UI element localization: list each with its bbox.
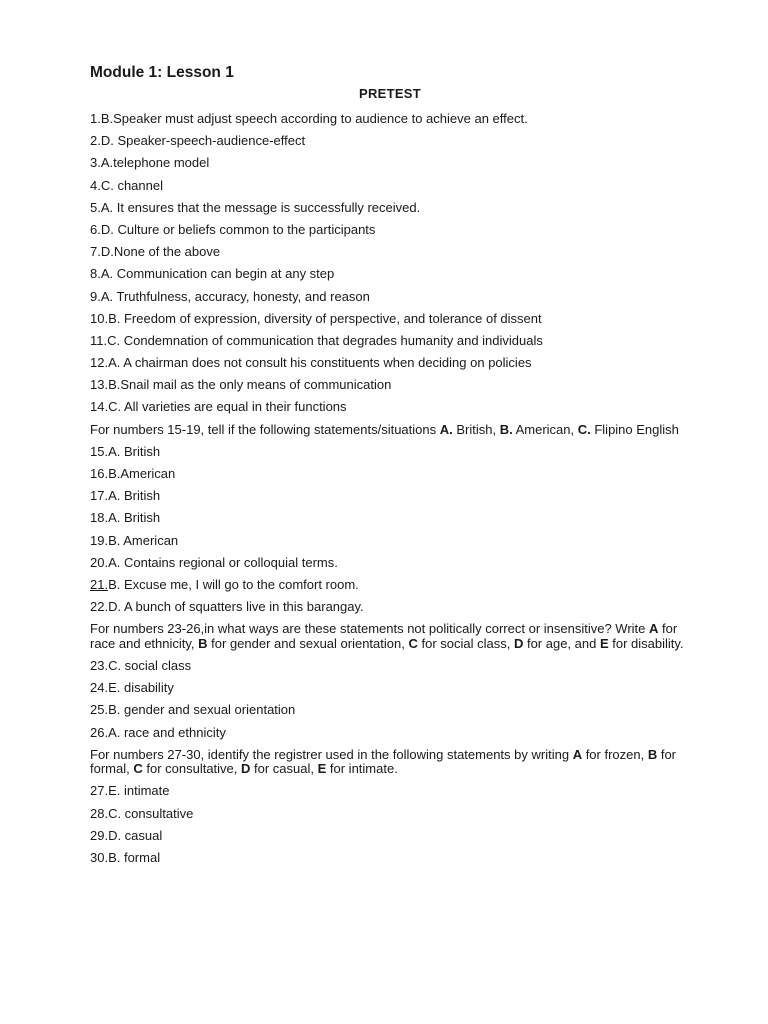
instruction-text: for frozen, (582, 746, 648, 762)
section-subtitle: PRETEST (358, 86, 422, 101)
answers-15-20 (90, 441, 690, 619)
answer-line: 30.B. formal (90, 849, 161, 865)
answer-line: 12.A. A chairman does not consult his constituents when deciding on policies (90, 355, 532, 371)
option-key-b: B (647, 746, 658, 762)
instruction-text: for formal, (90, 746, 677, 777)
answer-line: 23.C. social class (90, 658, 192, 674)
answer-text: B. Excuse me, I will go to the comfort room. (108, 577, 359, 593)
answer-number: 21. (90, 577, 109, 593)
answer-line: 17.A. British (90, 488, 161, 504)
answer-line: 4.C. channel (90, 177, 163, 193)
answer-line: 6.D. Culture or beliefs common to the participants (90, 221, 376, 237)
answer-line: 29.D. casual (90, 827, 163, 843)
option-key-d: D (241, 761, 251, 777)
answer-line: 14.C. All varieties are equal in their functions (90, 399, 347, 415)
instruction-text: British, (452, 421, 500, 437)
option-key-d: D (513, 635, 524, 651)
option-key-b: B (198, 635, 208, 651)
instruction-text: For numbers 27-30, identify the registrer used in the following statements by writing (90, 746, 573, 762)
answer-line-21 (90, 574, 690, 596)
answer-line: 25.B. gender and sexual orientation (90, 702, 296, 718)
answer-line: 5.A. It ensures that the message is successfully received. (90, 199, 421, 215)
instruction-text: for disability. (608, 635, 684, 651)
answer-line: 28.C. consultative (90, 805, 194, 821)
option-key-a: A (649, 621, 659, 637)
instruction-15-19 (90, 423, 690, 437)
option-key-c: C (408, 635, 418, 651)
answer-line: 3.A.telephone model (90, 155, 210, 171)
answer-line: 16.B.American (90, 466, 176, 482)
answer-line: 8.A. Communication can begin at any step (90, 266, 335, 282)
answer-line: 1.B.Speaker must adjust speech according to audience to achieve an effect. (90, 111, 528, 126)
answers-23-26 (90, 655, 690, 744)
instruction-text: for consultative, (142, 761, 242, 777)
instruction-27-30 (90, 748, 690, 777)
answer-line: 27.E. intimate (90, 783, 170, 799)
answer-line: 18.A. British (90, 510, 161, 526)
answer-line: 20.A. Contains regional or colloquial terms. (90, 554, 338, 570)
instruction-text: for gender and sexual orientation, (207, 635, 409, 651)
answer-line: 15.A. British (90, 443, 161, 459)
option-key-c: C. (577, 421, 591, 437)
instruction-text: For numbers 23-26,in what ways are these statements not politically correct or insensitive? Write (90, 621, 649, 637)
option-key-c: C (133, 761, 143, 777)
instruction-23-26 (90, 622, 690, 651)
answers-1-14 (90, 108, 690, 419)
instruction-text: for intimate. (326, 761, 398, 777)
instruction-text: American, (512, 421, 578, 437)
answer-line: 9.A. Truthfulness, accuracy, honesty, and reason (90, 288, 370, 304)
instruction-text: for race and ethnicity, (90, 621, 678, 651)
instruction-text: for casual, (250, 761, 318, 777)
answer-line: 26.A. race and ethnicity (90, 724, 226, 740)
answer-line: 10.B. Freedom of expression, diversity of perspective, and tolerance of dissent (90, 310, 542, 326)
answer-line: 13.B.Snail mail as the only means of communication (90, 377, 392, 393)
document-page (90, 62, 690, 869)
answers-27-30 (90, 780, 690, 869)
option-key-b: B. (499, 421, 513, 437)
answer-line: 22.D. A bunch of squatters live in this barangay. (90, 599, 364, 615)
option-key-a: A (572, 746, 583, 762)
option-key-e: E (599, 635, 609, 651)
answer-line: 2.D. Speaker-speech-audience-effect (90, 133, 306, 149)
option-key-e: E (317, 761, 327, 777)
answer-line: 24.E. disability (90, 680, 174, 696)
instruction-text: For numbers 15-19, tell if the following statements/situations (90, 421, 440, 437)
instruction-text: for social class, (417, 635, 514, 651)
option-key-a: A. (439, 421, 453, 437)
instruction-text: for age, and (523, 635, 600, 651)
instruction-text: Flipino English (590, 421, 679, 437)
page-title: Module 1: Lesson 1 (90, 64, 234, 81)
answer-line: 11.C. Condemnation of communication that degrades humanity and individuals (90, 332, 543, 348)
answer-line: 19.B. American (90, 532, 179, 548)
answer-line: 7.D.None of the above (90, 244, 221, 260)
